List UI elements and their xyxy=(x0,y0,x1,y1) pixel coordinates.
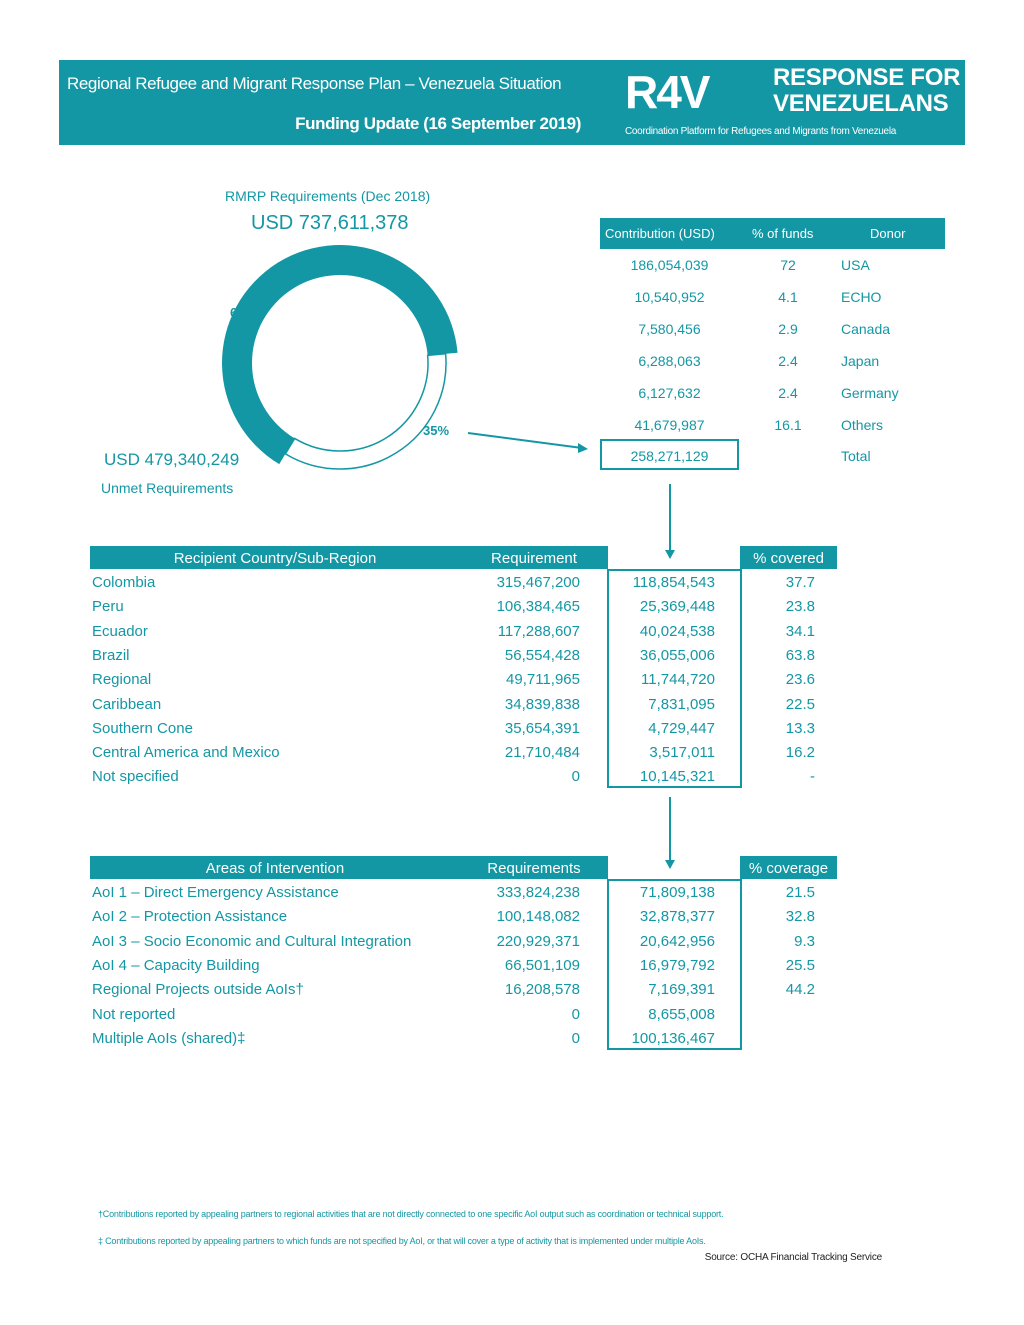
row-funded: 20,642,956 xyxy=(639,932,715,950)
row-requirement: 315,467,200 xyxy=(496,574,580,591)
donor-pct: 2.4 xyxy=(778,353,798,369)
donor-pct: 16.1 xyxy=(774,417,802,433)
row-funded: 3,517,011 xyxy=(649,744,715,762)
header-subtitle: Funding Update (16 September 2019) xyxy=(295,114,581,133)
table-row xyxy=(90,930,840,954)
table-row xyxy=(90,1003,840,1027)
row-funded: 36,055,006 xyxy=(639,646,715,664)
row-funded: 10,145,321 xyxy=(639,768,715,786)
row-funded: 4,729,447 xyxy=(648,719,715,737)
donor-total-label: Total xyxy=(841,448,871,464)
row-pct: 21.5 xyxy=(785,884,815,901)
table-row xyxy=(90,1027,840,1051)
donor-col-donor: Donor xyxy=(870,226,906,241)
row-pct: 34.1 xyxy=(785,622,815,640)
row-name: Not reported xyxy=(92,1005,176,1023)
row-name: AoI 4 – Capacity Building xyxy=(92,956,260,974)
row-requirement: 100,148,082 xyxy=(496,908,580,926)
row-funded: 8,655,008 xyxy=(648,1005,715,1023)
row-funded: 25,369,448 xyxy=(639,598,715,616)
table-row xyxy=(90,571,840,595)
row-funded: 118,854,543 xyxy=(632,574,715,591)
table-row xyxy=(90,693,840,717)
row-name: Colombia xyxy=(92,574,156,591)
donor-name: Germany xyxy=(841,385,899,401)
donor-pct: 2.9 xyxy=(778,321,798,337)
row-requirement: 21,710,484 xyxy=(504,744,580,762)
donor-pct: 4.1 xyxy=(778,289,798,305)
row-name: AoI 2 – Protection Assistance xyxy=(92,908,288,926)
row-pct: 25.5 xyxy=(785,956,815,974)
area-col-pct-coverage: % coverage xyxy=(740,856,837,879)
row-pct: 44.2 xyxy=(785,981,815,999)
donut-funded-segment xyxy=(285,354,446,469)
logo-line-2: VENEZUELANS xyxy=(773,90,949,117)
row-funded: 40,024,538 xyxy=(639,622,715,640)
requirements-value: USD 737,611,378 xyxy=(251,212,409,234)
row-pct: 16.2 xyxy=(785,744,815,762)
row-name: Southern Cone xyxy=(92,719,193,737)
arrow-line-2 xyxy=(669,797,671,860)
row-requirement: 117,288,607 xyxy=(497,622,580,640)
row-funded: 16,979,792 xyxy=(639,956,715,974)
table-row xyxy=(90,620,840,644)
footnote-1: †Contributions reported by appealing partners to regional activities that are not directly connected to one specific AoI output such as coordination or technical support. xyxy=(98,1209,724,1219)
row-requirement: 49,711,965 xyxy=(506,671,580,689)
funding-donut-chart xyxy=(205,245,480,495)
row-funded: 7,831,095 xyxy=(648,695,715,713)
r4v-logo-mark: R4V xyxy=(625,66,709,118)
donut-to-total-arrow xyxy=(460,425,600,460)
donor-row xyxy=(600,289,945,317)
donor-amount: 10,540,952 xyxy=(634,289,705,305)
row-name: Central America and Mexico xyxy=(92,744,280,762)
donor-table-header xyxy=(600,218,945,249)
donor-amount: 6,127,632 xyxy=(638,385,701,401)
donor-name: Japan xyxy=(841,353,880,369)
row-name: Multiple AoIs (shared)‡ xyxy=(92,1029,246,1047)
row-funded: 32,878,377 xyxy=(639,908,715,926)
donor-total-amount: 258,271,129 xyxy=(630,448,709,464)
row-funded: 71,809,138 xyxy=(639,884,715,901)
row-requirement: 0 xyxy=(571,1029,580,1047)
row-requirement: 66,501,109 xyxy=(504,956,580,974)
donor-name: USA xyxy=(841,257,870,273)
country-col-pct-covered: % covered xyxy=(740,546,837,569)
footnote-2: ‡ Contributions reported by appealing partners to which funds are not specified by AoI, or that will cover a type of activity that is implemented under multiple AoIs. xyxy=(98,1236,706,1246)
donor-pct: 2.4 xyxy=(778,385,798,401)
row-requirement: 35,654,391 xyxy=(504,719,580,737)
table-row xyxy=(90,741,840,765)
donor-row xyxy=(600,321,945,349)
country-col-name: Recipient Country/Sub-Region xyxy=(90,546,460,569)
donor-name: Canada xyxy=(841,321,891,337)
row-name: AoI 3 – Socio Economic and Cultural Integration xyxy=(92,932,412,950)
unmet-value: USD 479,340,249 xyxy=(104,450,240,469)
row-pct: 13.3 xyxy=(785,719,815,737)
row-funded: 7,169,391 xyxy=(648,981,715,999)
area-col-name: Areas of Intervention xyxy=(90,856,460,879)
arrow-head-2 xyxy=(665,860,675,869)
table-row xyxy=(90,644,840,668)
table-row xyxy=(90,668,840,692)
donor-row xyxy=(600,385,945,413)
row-pct: 23.6 xyxy=(785,671,815,689)
header-title: Regional Refugee and Migrant Response Plan – Venezuela Situation xyxy=(67,74,562,93)
row-pct: - xyxy=(810,768,815,786)
row-requirement: 0 xyxy=(571,768,580,786)
donor-amount: 41,679,987 xyxy=(634,417,705,433)
row-name: Brazil xyxy=(92,646,130,664)
row-name: Caribbean xyxy=(92,695,162,713)
row-requirement: 220,929,371 xyxy=(496,932,580,950)
row-requirement: 106,384,465 xyxy=(496,598,580,616)
logo-line-1: RESPONSE FOR xyxy=(773,64,961,91)
donor-amount: 6,288,063 xyxy=(638,353,701,369)
donor-amount: 186,054,039 xyxy=(630,257,709,273)
table-row xyxy=(90,595,840,619)
row-name: Ecuador xyxy=(92,622,148,640)
donor-col-contribution: Contribution (USD) xyxy=(605,226,715,241)
row-name: Regional Projects outside AoIs† xyxy=(92,981,304,999)
table-row xyxy=(90,905,840,929)
header-banner xyxy=(59,60,965,145)
row-requirement: 34,839,838 xyxy=(504,695,580,713)
row-pct: 63.8 xyxy=(785,646,815,664)
row-requirement: 56,554,428 xyxy=(504,646,580,664)
row-requirement: 333,824,238 xyxy=(496,884,580,901)
row-name: Regional xyxy=(92,671,152,689)
logo-tagline: Coordination Platform for Refugees and Migrants from Venezuela xyxy=(625,126,897,137)
row-funded: 11,744,720 xyxy=(641,671,715,689)
row-requirement: 0 xyxy=(571,1005,580,1023)
row-pct: 32.8 xyxy=(785,908,815,926)
row-name: AoI 1 – Direct Emergency Assistance xyxy=(92,884,339,901)
row-pct: 22.5 xyxy=(785,695,815,713)
unmet-label: Unmet Requirements xyxy=(101,480,234,496)
donor-row xyxy=(600,257,945,285)
row-funded: 100,136,467 xyxy=(631,1029,715,1047)
donor-total-row xyxy=(600,448,945,476)
arrow-line-1 xyxy=(669,484,671,550)
donor-col-pct: % of funds xyxy=(752,226,814,241)
table-row xyxy=(90,978,840,1002)
donor-amount: 7,580,456 xyxy=(638,321,701,337)
row-pct: 9.3 xyxy=(794,932,815,950)
row-name: Not specified xyxy=(92,768,179,786)
source-note: Source: OCHA Financial Tracking Service xyxy=(704,1252,882,1263)
donor-name: Others xyxy=(841,417,884,433)
donut-unmet-pct: 65% xyxy=(230,305,257,320)
requirements-label: RMRP Requirements (Dec 2018) xyxy=(225,188,431,204)
arrow-head-1 xyxy=(665,550,675,559)
table-row xyxy=(90,717,840,741)
table-row xyxy=(90,881,840,905)
table-row xyxy=(90,954,840,978)
area-col-requirements: Requirements xyxy=(460,856,608,879)
donor-name: ECHO xyxy=(841,289,882,305)
row-name: Peru xyxy=(92,598,124,616)
row-pct: 37.7 xyxy=(785,574,815,591)
country-col-requirement: Requirement xyxy=(460,546,608,569)
row-requirement: 16,208,578 xyxy=(504,981,580,999)
donor-pct: 72 xyxy=(780,257,796,273)
donut-funded-pct: 35% xyxy=(423,423,450,438)
table-row xyxy=(90,765,840,789)
donor-row xyxy=(600,353,945,381)
row-pct: 23.8 xyxy=(785,598,815,616)
